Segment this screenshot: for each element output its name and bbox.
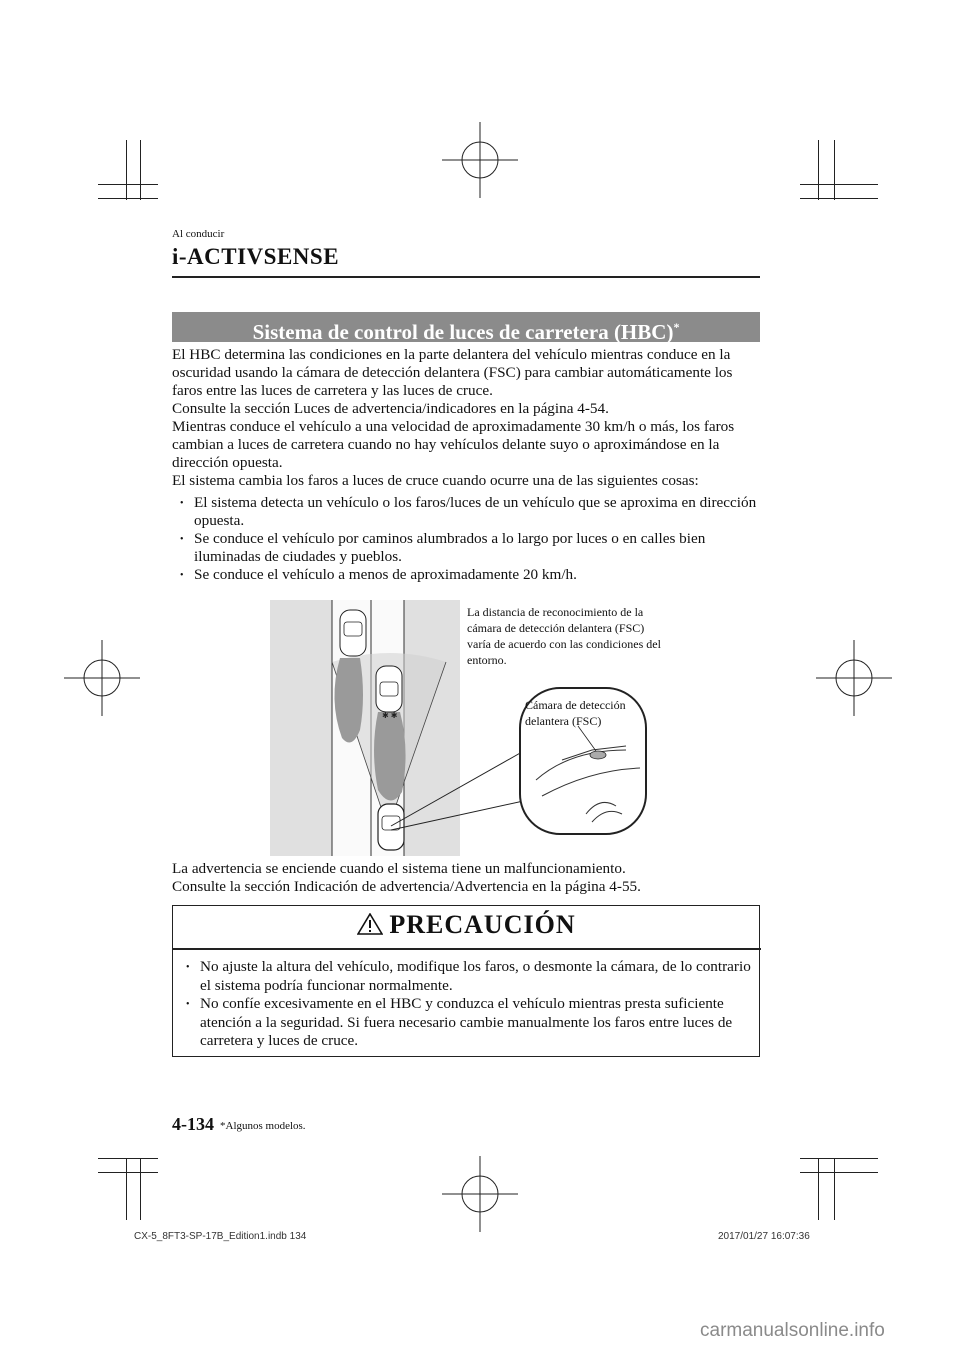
warning-triangle-icon bbox=[357, 913, 383, 935]
svg-text:✱ ✱: ✱ ✱ bbox=[382, 711, 398, 720]
footnote: *Algunos modelos. bbox=[220, 1120, 306, 1132]
list-item: • Se conduce el vehículo a menos de aproximadamente 20 km/h. bbox=[180, 566, 760, 584]
caution-title bbox=[172, 910, 761, 940]
list-item: • Se conduce el vehículo por caminos alumbrados a lo largo por luces o en calles bien iluminadas de ciudades y pueblos. bbox=[180, 530, 760, 566]
condition-list bbox=[180, 494, 760, 584]
intro-paragraph-3: Mientras conduce el vehículo a una velocidad de aproximadamente 30 km/h o más, los faros cambian a luces de carretera cuando no hay vehículos delante suyo o aproximándose en la dirección opuesta. bbox=[172, 418, 735, 471]
oncoming-car bbox=[340, 610, 366, 656]
registration-mark-top bbox=[442, 122, 518, 198]
caution-title-text: PRECAUCIÓN bbox=[389, 910, 576, 939]
watermark: carmanualsonline.info bbox=[700, 1320, 885, 1341]
own-car bbox=[378, 804, 404, 850]
section-heading-text: Sistema de control de luces de carretera (HBC) bbox=[252, 320, 674, 344]
page-number: 4-134 bbox=[172, 1114, 214, 1134]
registration-mark-right bbox=[816, 640, 892, 716]
warning-paragraph-2: Consulte la sección Indicación de advertencia/Advertencia en la página 4-55. bbox=[172, 878, 641, 895]
intro-paragraph-2: Consulte la sección Luces de advertencia/indicadores en la página 4-54. bbox=[172, 400, 609, 417]
registration-mark-left bbox=[64, 640, 140, 716]
registration-mark-bottom bbox=[442, 1156, 518, 1232]
title-rule bbox=[172, 276, 760, 278]
list-item: • El sistema detecta un vehículo o los faros/luces de un vehículo que se aproxima en dirección opuesta. bbox=[180, 494, 760, 530]
caution-list bbox=[186, 958, 756, 1051]
figure-label-range: La distancia de reconocimiento de la cámara de detección delantera (FSC) varía de acuerdo con las condiciones del entorno. bbox=[467, 605, 661, 667]
intro-paragraph-1: El HBC determina las condiciones en la parte delantera del vehículo mientras conduce en la oscuridad usando la cámara de detección delantera (FSC) para cambiar automáticamente los faros entre las luces de carretera y las luces de cruce. bbox=[172, 346, 733, 399]
section-label: Al conducir bbox=[172, 228, 225, 240]
section-heading-mark: * bbox=[673, 320, 680, 334]
print-timestamp: 2017/01/27 16:07:36 bbox=[718, 1231, 810, 1242]
list-item: • No confíe excesivamente en el HBC y conduzca el vehículo mientras presta suficiente atención a la seguridad. Si fuera necesario cambie manualmente los faros entre luces de carretera y luces de cruce. bbox=[186, 995, 756, 1051]
section-heading bbox=[172, 312, 760, 342]
chapter-title: i-ACTIVSENSE bbox=[172, 244, 340, 269]
caution-divider bbox=[172, 948, 761, 950]
intro-paragraph-4: El sistema cambia los faros a luces de cruce cuando ocurre una de las siguientes cosas: bbox=[172, 472, 699, 489]
print-file-info: CX-5_8FT3-SP-17B_Edition1.indb 134 bbox=[134, 1231, 307, 1242]
figure-label-camera: Cámara de detección delantera (FSC) bbox=[525, 698, 626, 728]
warning-paragraph-1: La advertencia se enciende cuando el sistema tiene un malfuncionamiento. bbox=[172, 860, 626, 877]
list-item: • No ajuste la altura del vehículo, modifique los faros, o desmonte la cámara, de lo contrario el sistema podría funcionar normalmente. bbox=[186, 958, 756, 995]
